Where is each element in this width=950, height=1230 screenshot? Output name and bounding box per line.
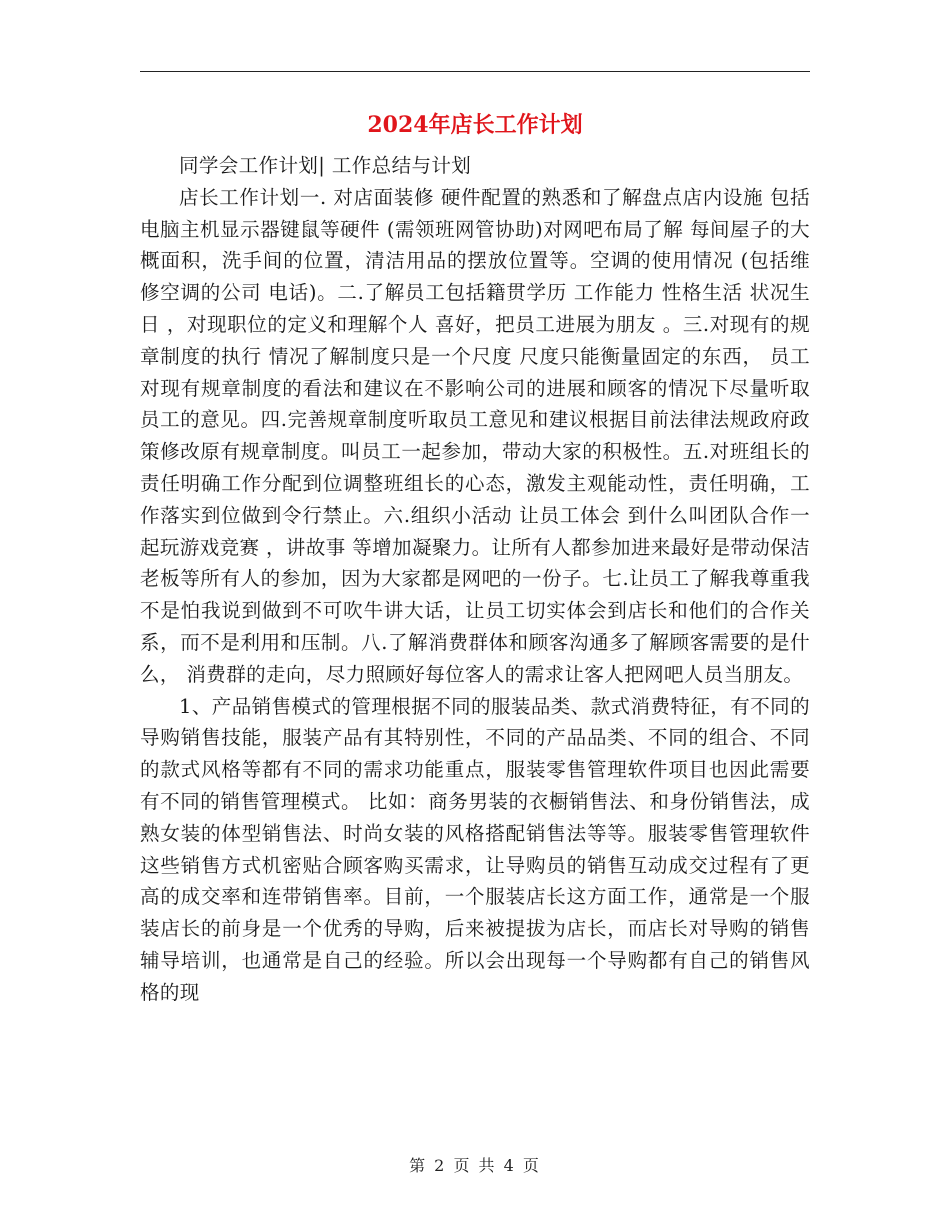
subtitle-line: 同学会工作计划| 工作总结与计划 — [179, 154, 472, 177]
document-title: 2024年店长工作计划 — [367, 112, 583, 138]
document-body — [140, 150, 810, 1009]
header-rule — [140, 71, 810, 72]
body-paragraph-2: 1、产品销售模式的管理根据不同的服装品类、款式消费特征，有不同的导购销售技能，服装产品有其特别性，不同的产品品类、不同的组合、不同的款式风格等都有不同的需求功能重点，服装零售管理软件项目也因此需要有不同的销售管理模式。 比如：商务男装的衣橱销售法、和身份销售法，成熟女装的体型销售法、时尚女装的风格搭配销售法等等。服装零售管理软件这些销售方式机密贴合顾客购买需求，让导购员的销售互动成交过程有了更高的成交率和连带销售率。目前，一个服装店长这方面工作，通常是一个服装店长的前身是一个优秀的导购，后来被提拔为店长，而店长对导购的销售辅导培训，也通常是自己的经验。所以会出现每一个导购都有自己的销售风格的现 — [140, 694, 810, 1004]
body-paragraph-1: 店长工作计划一. 对店面装修 硬件配置的熟悉和了解盘点店内设施 包括电脑主机显示器键鼠等硬件 (需领班网管协助)对网吧布局了解 每间屋子的大概面积，洗手间的位置，清洁用品的摆放位置等。空调的使用情况 (包括维修空调的公司 电话)。二.了解员工包括籍贯学历 工作能力 性格生活 状况生日 ，对现职位的定义和理解个人 喜好，把员工进展为朋友 。三.对现有的规章制度的执行 情况了解制度只是一个尺度 尺度只能衡量固定的东西， 员工对现有规章制度的看法和建议在不影响公司的进展和顾客的情况下尽量听取员工的意见。四.完善规章制度听取员工意见和建议根据目前法律法规政府政策修改原有规章制度。叫员工一起参加，带动大家的积极性。五.对班组长的责任明确工作分配到位调整班组长的心态，激发主观能动性，责任明确，工作落实到位做到令行禁止。六.组织小活动 让员工体会 到什么叫团队合作一起玩游戏竞赛 ，讲故事 等增加凝聚力。让所有人都参加进来最好是带动保洁老板等所有人的参加，因为大家都是网吧的一份子。七.让员工了解我尊重我不是怕我说到做到不可吹牛讲大话，让员工切实体会到店长和他们的合作关系，而不是利用和压制。八.了解消费群体和顾客沟通多了解顾客需要的是什么， 消费群的走向，尽力照顾好每位客人的需求让客人把网吧人员当朋友。 — [140, 185, 810, 686]
page-number: 第 2 页 共 4 页 — [409, 1156, 541, 1175]
